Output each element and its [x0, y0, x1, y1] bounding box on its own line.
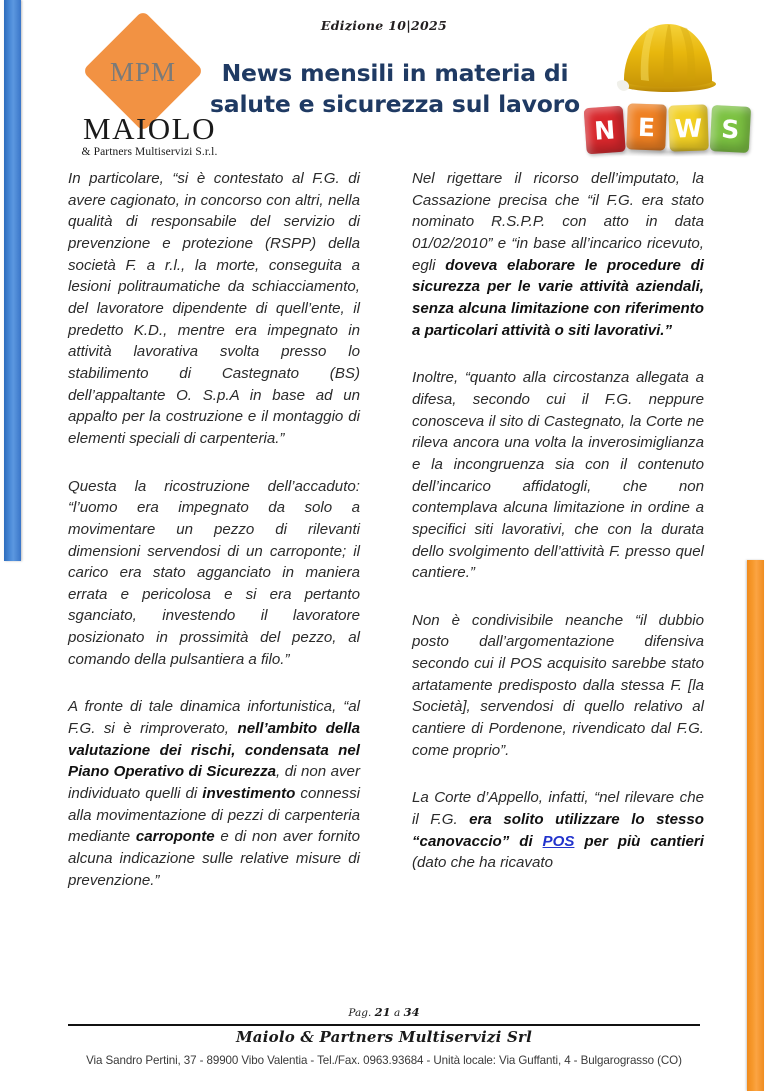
- news-cube-w: W: [668, 104, 709, 151]
- page-header: [0, 0, 768, 172]
- left-column: [68, 168, 360, 917]
- body-text: connessi alla movimentazione di pezzi di carpenteria mediante: [68, 785, 360, 846]
- footer-company-name: Maiolo & Partners Multiservizi Srl: [236, 1028, 532, 1046]
- inline-link[interactable]: POS: [542, 832, 575, 850]
- body-text: Nel rigettare il ricorso dell’imputato, la Cassazione precisa che “il F.G. era stato nominato R.S.P.P. con atto in data 01/02/2010” e “in base all’incarico ricevuto, egli: [412, 170, 704, 274]
- body-text: (dato che ha ricavato: [412, 854, 553, 872]
- page-title-line-2: salute e sicurezza sul lavoro: [210, 90, 580, 119]
- page-number: [0, 1005, 768, 1019]
- news-cube-s: S: [710, 105, 751, 153]
- page-title-line-1: News mensili in materia di: [221, 59, 569, 87]
- page-number-current: 21: [374, 1005, 391, 1019]
- footer-divider: [68, 1024, 700, 1026]
- body-text: Questa la ricostruzione dell’accaduto: “l’uomo era impegnato da solo a movimentare un pezzo di rilevanti dimensioni servendosi di un carroponte; il carico era stato agganciato in maniera errata e pericolosa e si era pertanto sganciato, investendo il lavoratore posizionato in prossimità del pezzo, al comando della pulsantiera a filo.”: [68, 477, 360, 668]
- article-body: [0, 168, 768, 1003]
- news-cubes: [585, 94, 753, 150]
- hard-hat-icon: [609, 16, 727, 94]
- body-text: Inoltre, “quanto alla circostanza allegata a difesa, secondo cui il F.G. neppure conosceva il sito di Castegnato, la Corte ne rileva ancora una volta la inverosimiglianza e la incongruenza sia con il contenuto dell’incarico affidatogli, che non contemplava alcuna limitazione in ordine a specifici siti lavorativi, che con la durata dello svolgimento dell’attività F. presso quel cantiere.”: [412, 369, 704, 582]
- body-text: e di non aver fornito alcuna indicazione sulle relative misure di prevenzione.”: [68, 828, 360, 889]
- news-artwork: [583, 14, 753, 164]
- logo-company-name: MAIOLO: [83, 111, 216, 146]
- body-text: In particolare, “si è contestato al F.G. di avere cagionato, in concorso con altri, nella qualità di responsabile del servizio di prevenzione e protezione (RSPP) della società F. a r.l., la morte, conseguita a lesioni politraumatiche da schiacciamento, del lavoratore dipendente di quell’ente, il predetto K.D., mentre era impegnato in attività lavorativa svolta presso lo stabilimento di Castegnato (BS) dell’appaltante O. S.p.A in base ad un appalto per la costruzione e il montaggio di elementi speciali di carpenteria.”: [68, 170, 360, 447]
- edition-label: Edizione 10|2025: [320, 18, 448, 33]
- body-text: La Corte d’Appello, infatti, “nel rilevare che il F.G.: [412, 789, 704, 829]
- news-cube-n: N: [584, 106, 626, 155]
- paragraph: [68, 168, 360, 450]
- footer-address: Via Sandro Pertini, 37 - 89900 Vibo Valentia - Tel./Fax. 0963.93684 - Unità locale: Via Guffanti, 4 - Bulgarograsso (CO): [86, 1054, 682, 1067]
- paragraph: [68, 696, 360, 891]
- body-text: Non è condivisibile neanche “il dubbio posto dall’argomentazione difensiva secondo cui il POS acquisito sarebbe stato artatamente predisposto dalla stessa F. [la Società], servendosi di quello relativo al cantiere di Pordenone, rivendicato dal F.G. come proprio”.: [412, 611, 704, 759]
- emphasis-text: per più cantieri: [574, 832, 704, 850]
- paragraph: [412, 168, 704, 341]
- page-number-separator: a: [390, 1007, 404, 1019]
- paragraph: [412, 787, 704, 874]
- page-footer: [0, 1002, 768, 1091]
- page-title: [210, 58, 580, 120]
- emphasis-text: doveva elaborare le procedure di sicurezza per le varie attività aziendali, senza alcuna limitazione con riferimento a particolari attività o siti lavorativi.”: [412, 256, 704, 339]
- page-number-total: 34: [403, 1005, 420, 1019]
- emphasis-text: nell’ambito della valutazione dei rischi, condensata nel Piano Operativo di Sicurezza: [68, 720, 360, 781]
- emphasis-text: carroponte: [135, 828, 215, 846]
- paragraph: [412, 610, 704, 762]
- logo-monogram: MPM: [109, 57, 177, 87]
- logo-company-subtitle: & Partners Multiservizi S.r.l.: [81, 146, 218, 158]
- news-cube-e: E: [626, 103, 667, 150]
- page-number-label: Pag.: [348, 1007, 375, 1019]
- emphasis-text: era solito utilizzare lo stesso “canovaccio” di: [412, 811, 704, 850]
- paragraph: [412, 367, 704, 584]
- emphasis-text: investimento: [202, 785, 296, 803]
- news-cubes-shadow: [593, 147, 743, 157]
- paragraph: [68, 476, 360, 671]
- right-column: [412, 168, 704, 900]
- body-text: , di non aver individuato quelli di: [68, 763, 360, 803]
- body-text: A fronte di tale dinamica infortunistica, “al F.G. si è rimproverato,: [68, 698, 360, 738]
